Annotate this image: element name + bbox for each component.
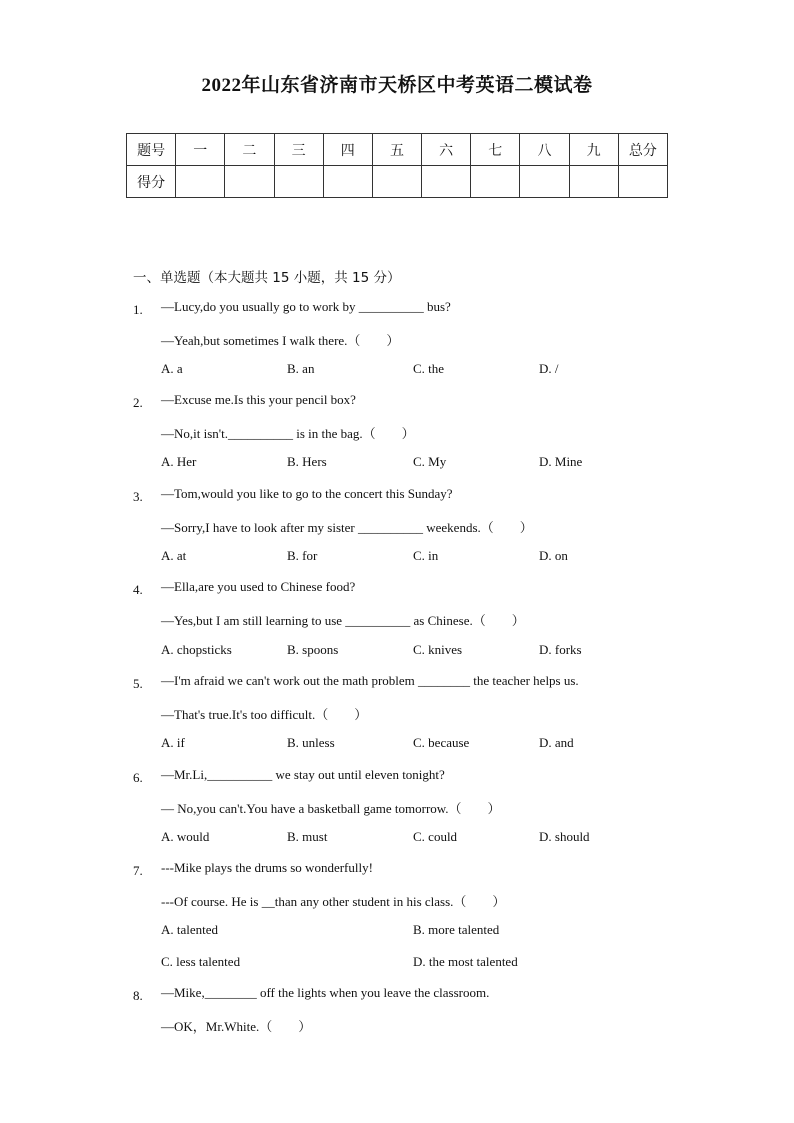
option: A. talented: [161, 922, 219, 937]
score-header-cell: 五: [372, 134, 421, 166]
score-header-cell: 二: [225, 134, 274, 166]
option: D. should: [539, 829, 590, 844]
question-line: —OK，Mr.White.（ ）: [161, 1019, 312, 1034]
option: C. because: [413, 735, 470, 750]
score-cell: [618, 166, 667, 198]
question-number: 6.: [133, 770, 143, 785]
option: B. spoons: [287, 642, 339, 657]
option: D. /: [539, 361, 559, 376]
option: D. the most talented: [413, 954, 518, 969]
question-number: 1.: [133, 302, 143, 317]
option: D. on: [539, 548, 568, 563]
score-row-label: 得分: [127, 166, 176, 198]
page-title: 2022年山东省济南市天桥区中考英语二模试卷: [201, 75, 593, 96]
question-line: —No,it isn't.__________ is in the bag.（ ）: [161, 426, 415, 441]
question-line: —Sorry,I have to look after my sister __________ weekends.（ ）: [161, 520, 533, 535]
question-line: —Mr.Li,__________ we stay out until eleven tonight?: [161, 767, 445, 782]
score-header-cell: 九: [569, 134, 618, 166]
question-line: —Excuse me.Is this your pencil box?: [161, 392, 356, 407]
score-cell: [176, 166, 225, 198]
option: C. in: [413, 548, 439, 563]
score-table: [126, 133, 668, 198]
option: B. an: [287, 361, 315, 376]
question-line: —Yes,but I am still learning to use __________ as Chinese.（ ）: [161, 613, 525, 628]
score-table-score-row: [127, 166, 668, 198]
question-number: 7.: [133, 863, 143, 878]
question-number: 3.: [133, 489, 143, 504]
option: C. knives: [413, 642, 463, 657]
option: A. at: [161, 548, 187, 563]
option: D. forks: [539, 642, 582, 657]
score-cell: [471, 166, 520, 198]
question-number: 2.: [133, 395, 143, 410]
option: B. Hers: [287, 454, 327, 469]
question-line: —Yeah,but sometimes I walk there.（ ）: [161, 333, 400, 348]
score-table-header-row: [127, 134, 668, 166]
option: A. a: [161, 361, 183, 376]
score-header-cell: 四: [323, 134, 372, 166]
section-heading: 一、单选题（本大题共 15 小题，共 15 分）: [133, 270, 401, 286]
score-header-cell: 题号: [127, 134, 176, 166]
option: C. the: [413, 361, 445, 376]
question-line: —Ella,are you used to Chinese food?: [161, 579, 356, 594]
score-header-cell: 三: [274, 134, 323, 166]
score-cell: [372, 166, 421, 198]
option: C. My: [413, 454, 447, 469]
question-number: 5.: [133, 676, 143, 691]
score-header-cell: 八: [520, 134, 569, 166]
option: A. Her: [161, 454, 197, 469]
option: B. unless: [287, 735, 335, 750]
score-cell: [520, 166, 569, 198]
score-cell: [225, 166, 274, 198]
question-line: ---Of course. He is __than any other student in his class.（ ）: [161, 894, 506, 909]
option: A. chopsticks: [161, 642, 232, 657]
option: B. must: [287, 829, 328, 844]
score-cell: [569, 166, 618, 198]
question-line: —Tom,would you like to go to the concert this Sunday?: [161, 486, 453, 501]
score-header-cell: 总分: [618, 134, 667, 166]
question-line: —That's true.It's too difficult.（ ）: [161, 707, 368, 722]
question-line: —Lucy,do you usually go to work by __________ bus?: [161, 299, 451, 314]
option: B. for: [287, 548, 318, 563]
option: D. and: [539, 735, 574, 750]
option: B. more talented: [413, 922, 500, 937]
question-number: 4.: [133, 582, 143, 597]
option: A. would: [161, 829, 210, 844]
score-header-cell: 七: [471, 134, 520, 166]
score-cell: [422, 166, 471, 198]
question-line: ---Mike plays the drums so wonderfully!: [161, 860, 373, 875]
question-line: —Mike,________ off the lights when you leave the classroom.: [161, 985, 490, 1000]
score-header-cell: 一: [176, 134, 225, 166]
option: D. Mine: [539, 454, 583, 469]
option: C. could: [413, 829, 458, 844]
score-cell: [274, 166, 323, 198]
option: C. less talented: [161, 954, 241, 969]
score-header-cell: 六: [422, 134, 471, 166]
question-line: —I'm afraid we can't work out the math problem ________ the teacher helps us.: [161, 673, 579, 688]
option: A. if: [161, 735, 185, 750]
score-cell: [323, 166, 372, 198]
question-number: 8.: [133, 988, 143, 1003]
question-line: — No,you can't.You have a basketball game tomorrow.（ ）: [161, 801, 501, 816]
